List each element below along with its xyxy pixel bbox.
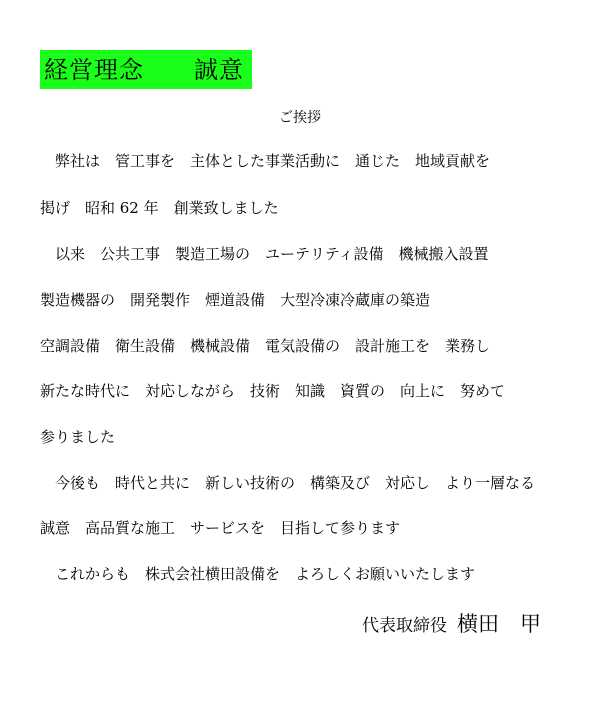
signature <box>362 608 541 638</box>
signature-role: 代表取締役 <box>362 616 447 636</box>
paragraph-line: 以来 公共工事 製造工場の ユーテリティ設備 機械搬入設置 <box>40 245 489 263</box>
greeting-heading: ご挨拶 <box>279 110 321 126</box>
paragraph-line: 空調設備 衛生設備 機械設備 電気設備の 設計施工を 業務し <box>40 337 491 355</box>
paragraph-line: 新たな時代に 対応しながら 技術 知識 資質の 向上に 努めて <box>40 382 506 400</box>
title-banner <box>40 50 252 89</box>
paragraph-line: 弊社は 管工事を 主体とした事業活動に 通じた 地域貢献を <box>40 152 491 170</box>
paragraph-line: 製造機器の 開発製作 煙道設備 大型冷凍冷蔵庫の築造 <box>40 291 431 309</box>
page-title: 経営理念 誠意 <box>44 55 244 84</box>
signature-name: 横田 甲 <box>457 612 541 636</box>
paragraph-line: 参りました <box>40 428 116 446</box>
paragraph-line: 掲げ 昭和 62 年 創業致しました <box>40 199 279 217</box>
paragraph-line: 今後も 時代と共に 新しい技術の 構築及び 対応し より一層なる <box>40 474 536 492</box>
paragraph-line: これからも 株式会社横田設備を よろしくお願いいたします <box>40 565 476 583</box>
paragraph-line: 誠意 高品質な施工 サービスを 目指して参ります <box>40 519 401 537</box>
